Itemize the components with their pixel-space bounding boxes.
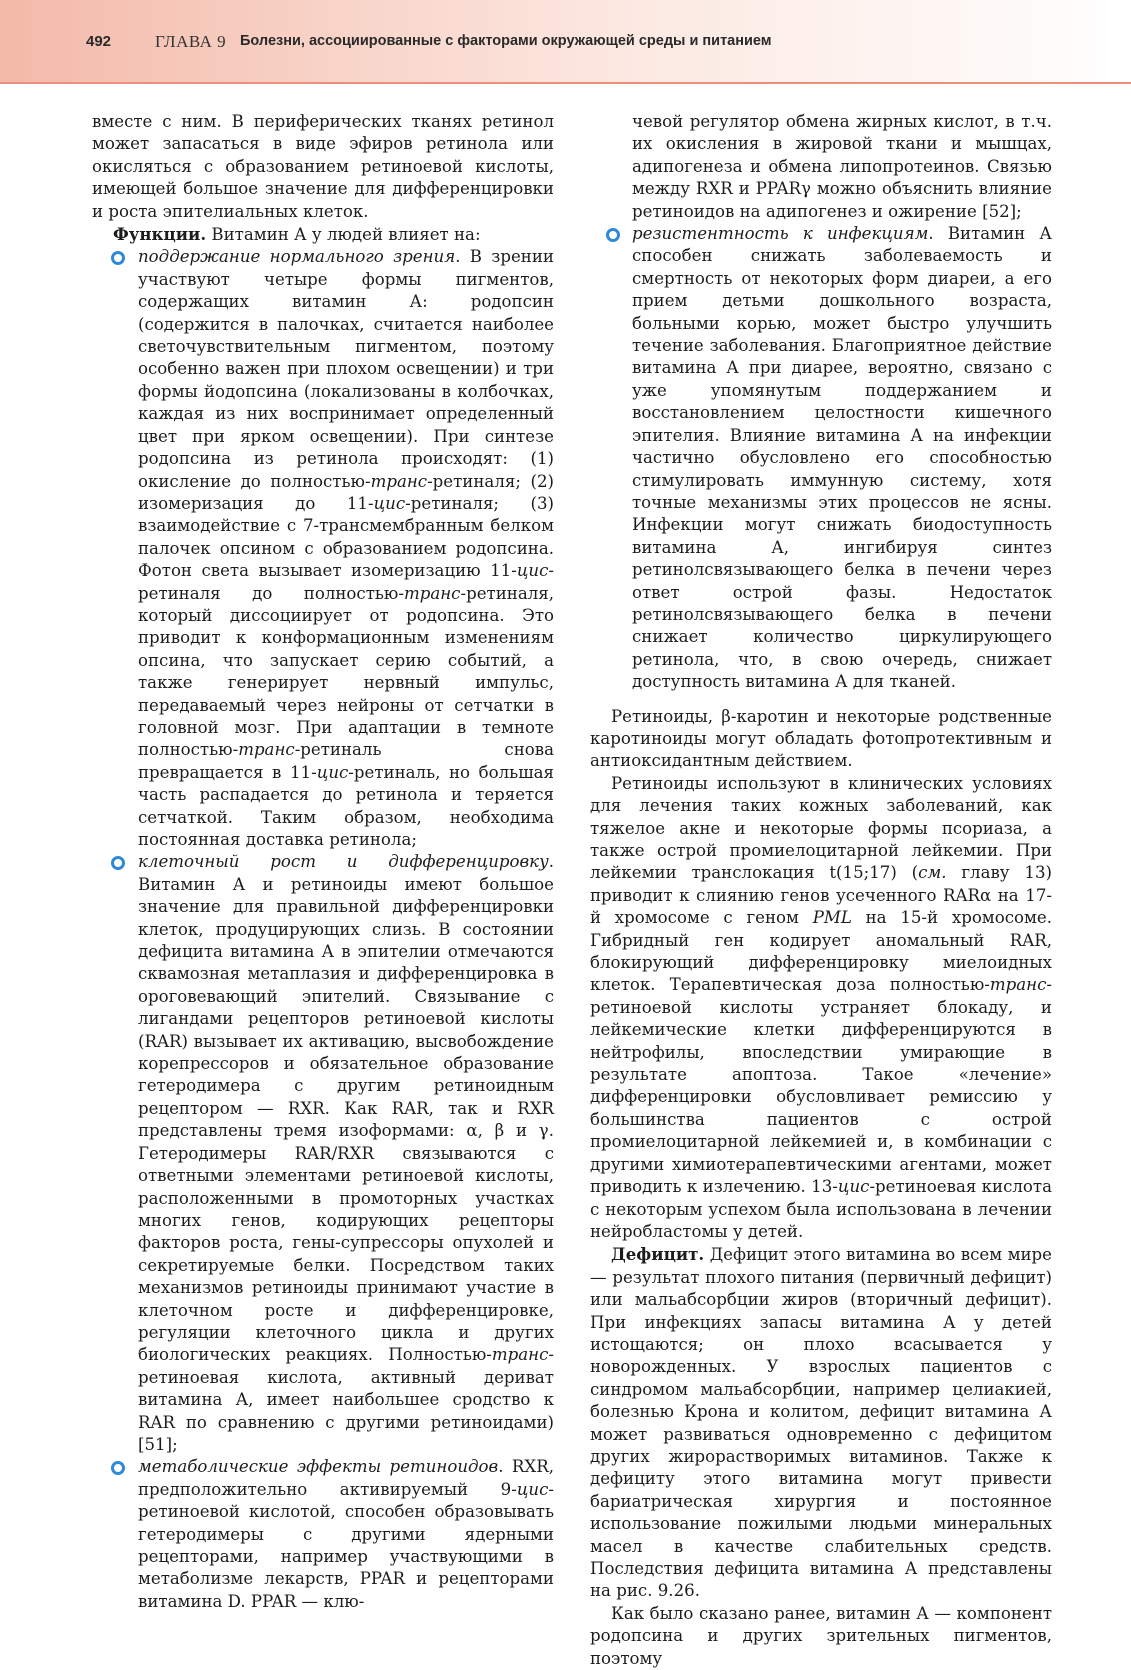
chapter-title: Болезни, ассоциированные с факторами окружающей среды и питанием — [240, 33, 772, 49]
list-item-title: резистентность к инфекциям — [632, 224, 929, 244]
list-item-infection: резистентность к инфекциям. Витамин А способен снижать заболеваемость и смертность от некоторых форм диареи, а его прием детьми дошкольного возраста, больными корью, может быстро улучшить течение заболевания. Благоприятное действие витамина А при диарее, вероятно, связано с уже упомянутым поддержанием и восстановлением целостности кишечного эпителия. Влияние витамина А на инфекции частично обусловлено его способностью стимулировать иммунную систему, хотя точные механизмы этих процессов не ясны. Инфекции могут снижать биодоступность витамина А, ингибируя синтез ретинолсвязывающего белка в печени через ответ острой фазы. Недостаток ретинолсвязывающего белка в печени снижает количество циркулирующего ретинола, что, в свою очередь, снижает доступность витамина А для тканей. — [590, 223, 1052, 694]
paragraph-closing: Как было сказано ранее, витамин А — компонент родопсина и других зрительных пигментов, поэтому — [590, 1603, 1052, 1668]
page-number: 492 — [86, 33, 112, 50]
paragraph-retinoids-photoprotective: Ретиноиды, β-каротин и некоторые родственные каротиноиды могут обладать фотопротективным и антиоксидантным действием. — [590, 706, 1052, 771]
chapter-label: ГЛАВА 9 — [155, 32, 227, 51]
list-item-metabolic-continued: чевой регулятор обмена жирных кислот, в т.ч. их окисления в жировой ткани и мышцах, адипогенеза и обмена липопротеинов. Связью между RXR и PPARγ можно объяснить влияние ретиноидов на адипогенез и ожирение [52]; — [632, 112, 1052, 221]
bullet-icon — [111, 856, 125, 870]
list-item-metabolic: метаболические эффекты ретиноидов. RXR, предположительно активируемый 9-цис-ретиноевой кислотой, способен образовывать гетеродимеры с другими ядерными рецепторами, например участвующими в метаболизме лекарств, PPAR и рецепторами витамина D. PPAR — клю- — [92, 1456, 554, 1613]
bullet-icon — [606, 228, 620, 242]
page-header — [0, 0, 1131, 84]
list-item-title: клеточный рост и дифференцировку — [138, 852, 549, 872]
list-item-cell-growth: клеточный рост и дифференцировку. Витамин А и ретиноиды имеют большое значение для правильной дифференцировки клеток, продуцирующих слизь. В состоянии дефицита витамина А в эпителии отмечаются сквамозная метаплазия и дифференцировка в ороговевающий эпителий. Связывание с лигандами рецепторов ретиноевой кислоты (RAR) вызывает их активацию, высвобождение корепрессоров и обязательное образование гетеродимера с другим ретиноидным рецептором — RXR. Как RAR, так и RXR представлены тремя изоформами: α, β и γ. Гетеродимеры RAR/RXR связываются с ответными элементами ретиноевой кислоты, расположенными в промоторных участках многих генов, кодирующих рецепторы факторов роста, гены-супрессоры опухолей и секретируемые белки. Посредством таких механизмов ретиноиды принимают участие в клеточном росте и дифференцировке, регуляции клеточного цикла и других биологических реакциях. Полностью-транс-ретиноевая кислота, активный дериват витамина А, имеет наибольшее сродство к RAR по сравнению с другими ретиноидами) [51]; — [92, 851, 554, 1456]
left-column — [92, 111, 554, 1613]
bullet-icon — [111, 1461, 125, 1475]
list-item-vision: поддержание нормального зрения. В зрении участвуют четыре формы пигментов, содержащих витамин А: родопсин (содержится в палочках, считается наиболее светочувствительным пигментом, поэтому особенно важен при плохом освещении) и три формы йодопсина (локализованы в колбочках, каждая из них воспринимает определенный цвет при ярком освещении). При синтезе родопсина из ретинола происходят: (1) окисление до полностью-транс-ретиналя; (2) изомеризация до 11-цис-ретиналя; (3) взаимодействие с 7-трансмембранным белком палочек опсином с образованием родопсина. Фотон света вызывает изомеризацию 11-цис-ретиналя до полностью-транс-ретиналя, который диссоциирует от родопсина. Это приводит к конформационным изменениям опсина, что запускает серию событий, а также генерирует нервный импульс, передаваемый через нейроны от сетчатки в головной мозг. При адаптации в темноте полностью-транс-ретиналь снова превращается в 11-цис-ретиналь, но большая часть распадается до ретинола и теряется сетчаткой. Таким образом, необходима постоянная доставка ретинола; — [92, 246, 554, 851]
paragraph-intro: вместе с ним. В периферических тканях ретинол может запасаться в виде эфиров ретинола или окисляться с образованием ретиноевой кислоты, имеющей большое значение для дифференцировки и роста эпителиальных клеток. — [92, 112, 554, 221]
paragraph-deficit: Дефицит. Дефицит этого витамина во всем мире — результат плохого питания (первичный дефицит) или мальабсорбции жиров (вторичный дефицит). При инфекциях запасы витамина А у детей истощаются; он плохо всасывается у новорожденных. У взрослых пациентов с синдромом мальабсорбции, например целиакией, болезнью Крона и колитом, дефицит витамина А может развиваться одновременно с дефицитом других жирорастворимых витаминов. Также к дефициту этого витамина могут привести бариатрическая хирургия и постоянное использование пожилыми людьми минеральных масел в качестве слабительных средств. Последствия дефицита витамина А представлены на рис. 9.26. — [590, 1244, 1052, 1601]
list-item-title: метаболические эффекты ретиноидов — [138, 1457, 499, 1477]
list-item-title: поддержание нормального зрения — [138, 247, 456, 267]
deficit-heading: Дефицит. — [611, 1244, 705, 1265]
paragraph-retinoids-clinical: Ретиноиды используют в клинических условиях для лечения таких кожных заболеваний, как тяжелое акне и некоторые формы псориаза, а также острой промиелоцитарной лейкемии. При лейкемии транслокация t(15;17) (см. главу 13) приводит к слиянию генов усеченного RARα на 17-й хромосоме с геном PML на 15-й хромосоме. Гибридный ген кодирует аномальный RAR, блокирующий дифференцировку миелоидных клеток. Терапевтическая доза полностью-транс-ретиноевой кислоты устраняет блокаду, и лейкемические клетки дифференцируются в нейтрофилы, впоследствии умирающие в результате апоптоза. Такое «лечение» дифференцировки обусловливает ремиссию у большинства пациентов с острой промиелоцитарной лейкемией и, в комбинации с другими химиотерапевтическими агентами, может приводить к излечению. 13-цис-ретиноевая кислота с некоторым успехом была использована в лечении нейробластомы у детей. — [590, 773, 1053, 1241]
paragraph-functions: Функции. Витамин А у людей влияет на: — [113, 224, 481, 245]
functions-heading: Функции. — [113, 224, 207, 245]
bullet-icon — [111, 251, 125, 265]
header-rule — [0, 82, 1131, 84]
right-column — [590, 111, 1052, 1670]
